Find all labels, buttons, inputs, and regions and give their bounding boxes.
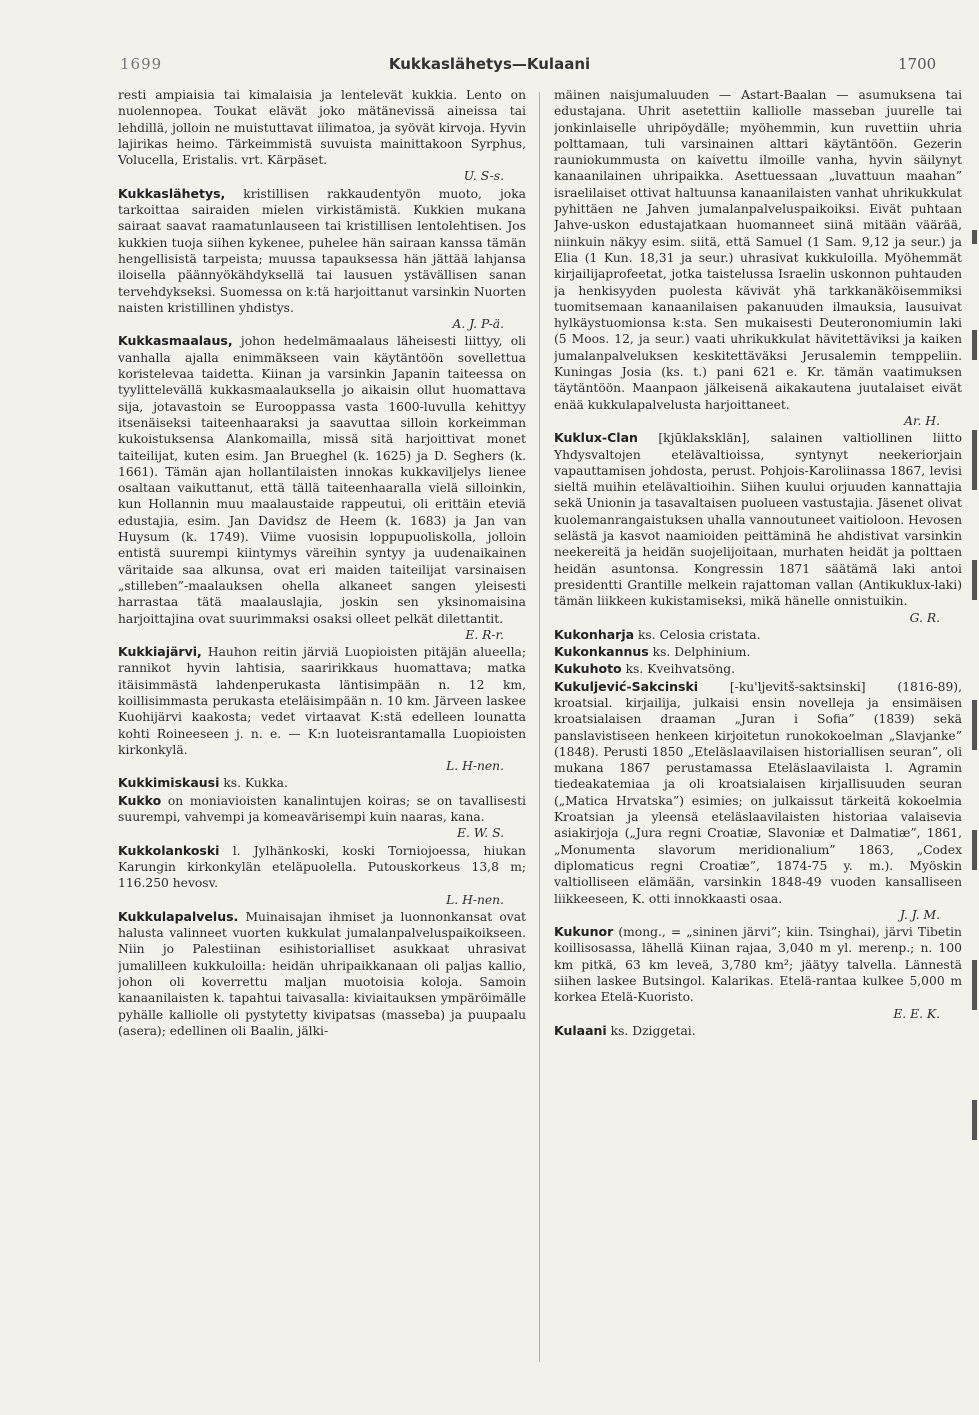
entry-signature: E. E. K.	[893, 1006, 940, 1021]
entry-headword: Kuklux-Clan	[554, 430, 638, 446]
entry-signature: E. W. S.	[457, 826, 504, 841]
entry-headword: Kukunor	[554, 924, 614, 940]
entry-text: Hauhon reitin järviä Luopioisten pitäjän alueella; rannikot hyvin lahtisia, saaririkkaus huomattava; matka itäisimmästä lahdenperukasta läntisimpään n. 12 km, koillisimmasta perukasta eteläisimpään n. 10 km. Järveen laskee Kuohijärvi kaakosta; vedet virtaavat K:stä edelleen lounatta kohti Roineeseen j. n. e. — K:n luoteisrantamalla Luopioisten kirkonkylä.	[118, 645, 526, 757]
dictionary-entry	[554, 924, 962, 1022]
edge-mark	[972, 700, 977, 750]
entry-text: ks. Kukka.	[223, 776, 288, 791]
dictionary-entry	[118, 333, 526, 643]
dictionary-entry	[554, 679, 962, 923]
page-number-right: 1700	[898, 55, 937, 73]
entry-text: l. Jylhänkoski, koski Torniojoessa, hiukan Karungin kirkonkylän eteläpuolella. Putouskorkeus 13,8 m; 116.250 hevosv.	[118, 843, 526, 891]
page-header	[0, 55, 979, 85]
dictionary-entry	[554, 87, 962, 429]
edge-mark	[972, 330, 977, 360]
entry-text: resti ampiaisia tai kimalaisia ja lentelevät kukkia. Lento on nuolennopea. Toukat elävät joko mätänevissä aineissa tai lehdillä, jolloin ne muistuttavat iilimatoa, ja syövät kirvoja. Hyvin lajirikas heimo. Tärkeimmistä suvuista mainittakoon Syrphus, Volucella, Eristalis. vrt. Kärpäset.	[118, 88, 526, 168]
entry-headword: Kukkolankoski	[118, 842, 220, 858]
dictionary-entry	[118, 793, 526, 842]
entry-text: [-ku'ljevitš-saktsinski] (1816-89), kroatsial. kirjailija, julkaisi ensin novelleja ja ensimäisen kroatsialaisen draaman „Juran i Sofia” (1839) sekä panslavistiseen henkeen kirjoitetun runokokoelman „Slavjanke” (1848). Perusti 1850 „Eteläslaavilaisen historiallisen seuran”, oli mukana 1867 perustamassa Eteläslaavilaista l. Agramin tiedeakatemiaa ja oli kroatsialaisen kirjallisuuden seuran („Matica Hrvatska”) esimies; on julkaissut tärkeitä kokoelmia Kroatsian ja yleensä eteläslaavilaisten historiaa valaisevia asiakirjoja („Jura regni Croatiæ, Slavoniæ et Dalmatiæ”, 1861, „Monumenta slavorum meridionalium” 1863, „Codex diplomaticus regni Croatiæ”, 1874-75 y. m.). Myöskin valtiolliseen elämään, varsinkin 1848-49 vuoden kansalliseen liikkeeseen, K. otti innokkaasti osaa.	[554, 679, 962, 906]
edge-mark	[972, 960, 977, 1010]
dictionary-entry	[118, 87, 526, 185]
entry-text: Muinaisajan ihmiset ja luonnonkansat ovat halusta valinneet vuorten kukkulat jumalanpalveluspaikoikseen. Niin jo Palestiinan esihistorialliset asukkaat uhrasivat jumalilleen kukkuloilla: heidän uhripaikkanaan oli paljas kallio, johon oli koverrettu maljan muotoisia koloja. Samoin kanaanilaisten k. tapahtui taivasalla: kiviaitauksen ympäröimälle pyhälle kalliolle oli pystytetty kivipatsas (masseba) ja puupaalu (asera); edellinen oli Baalin, jälki-	[118, 909, 526, 1038]
entry-signature: U. S-s.	[463, 169, 504, 184]
dictionary-entry	[118, 775, 526, 791]
entry-text: on moniavioisten kanalintujen koiras; se on tavallisesti suurempi, vahvempi ja komeavärisempi kuin naaras, kana.	[118, 793, 526, 825]
entry-text: kristillisen rakkaudentyön muoto, joka tarkoittaa sairaiden mielen virkistämistä. Kukkien mukana sairaat saavat raamatunlauseen tai kristillisen lentolehtisen. Jos kukkien tuoja siihen kykenee, puhelee hän sairaan kanssa tämän hengellisistä tarpeista; muussa tapauksessa hän jättää lahjansa iloisella päännyökähdyksellä tai lausuen ystävällisen sanan tervehdykseksi. Suomessa on k:tä harjoittanut varsinkin Nuorten naisten kristillinen yhdistys.	[118, 186, 526, 315]
dictionary-entry	[554, 661, 962, 677]
entry-text: [kjūklaksklän], salainen valtiollinen liitto Yhdysvaltojen etelävaltioissa, syntynyt neekeriorjain vapauttamisen johdosta, perust. Pohjois-Karoliinassa 1867, levisi sieltä muihin etelävaltioihin. Siihen kuului orjuuden kannattajia sekä Unionin ja tasavaltaisen puolueen vastustajia. Jäsenet olivat kuolemanrangaistuksen uhalla vannoutuneet vaitioloon. Hevosen selästä ja kasvot naamioiden peittäminä he ahdistivat varsinkin neekereitä ja heidän suojelijoitaan, murhaten heidät ja polttaen heidän asuntonsa. Kongressin 1871 säätämä laki antoi presidentti Grantille melkein rajattoman vallan (Antikuklux-laki) tämän liikkeen kukistamiseksi, mikä hänelle onnistuikin.	[554, 431, 962, 609]
edge-mark	[972, 560, 977, 600]
entry-signature: A. J. P-ä.	[452, 317, 504, 332]
right-column	[554, 87, 962, 1387]
entry-text: (mong., = „sininen järvi”; kiin. Tsinghai), järvi Tibetin koillisosassa, lähellä Kiinan rajaa, 3,040 m yl. merenp.; n. 100 km pitkä, 63 km leveä, 3,780 km²; jäätyy talvella. Lännestä siihen laskee Butsingol. Kalarikas. Etelä-rantaa kulkee 5,000 m korkea Etelä-Kuoristo.	[554, 925, 962, 1005]
entry-headword: Kukuljević-Sakcinski	[554, 678, 699, 694]
entry-headword: Kukkaslähetys,	[118, 185, 226, 201]
entry-signature: J. J. M.	[899, 907, 940, 922]
entry-text: ks. Dziggetai.	[610, 1023, 696, 1038]
dictionary-entry	[118, 186, 526, 333]
entry-headword: Kukkulapalvelus.	[118, 908, 239, 924]
entry-text: ks. Celosia cristata.	[637, 627, 761, 642]
entry-signature: L. H-nen.	[446, 759, 504, 774]
entry-text: ks. Kveihvatsöng.	[625, 662, 736, 677]
entry-headword: Kulaani	[554, 1022, 607, 1038]
dictionary-entry	[554, 1023, 962, 1039]
dictionary-entry	[118, 644, 526, 774]
page-number-left: 1699	[120, 55, 163, 73]
dictionary-entry	[554, 430, 962, 626]
column-divider	[539, 92, 540, 1362]
left-column	[118, 87, 526, 1387]
entry-signature: E. R-r.	[465, 627, 504, 642]
running-head: Kukkaslähetys—Kulaani	[388, 55, 591, 73]
entry-text: johon hedelmämaalaus läheisesti liittyy, oli vanhalla ajalla enimmäkseen vain käytäntöön sovellettua koristelevaa taidetta. Kiinan ja varsinkin Japanin taiteessa on tyylittelevällä kukkasmaalauksella jo aikaisin ollut huomattava sija, jotavastoin se Eurooppassa vasta 1600-luvulla kehittyy itsenäiseksi taiteenhaaraksi ja saavuttaa silloin korkeimman kukoistuksensa Alankomailla, missä sitä harjoittivat monet taiteilijat, kuten esim. Jan Brueghel (k. 1625) ja D. Seghers (k. 1661). Tämän ajan hollantilaisten innokas kukkaviljelys lienee osaltaan vaikuttanut, että tällä taiteenhaaralla vielä silloinkin, kun Hollannin muu maalaustaide rappeutui, oli erittäin eteviä edustajia, esim. Jan Davidsz de Heem (k. 1683) ja Jan van Huysum (k. 1749). Viime vuosisin loppupuoliskolla, jolloin entistä suurempi kiintymys väreihin syntyy ja uudenaikainen väritaide saa alkunsa, ovat eri maiden taiteilijat varsinaisen „stilleben”-maalauksen ohella alkaneet sangen yleisesti harrastaa tätä maalauslajia, joskin sen yksinomaisina harjoittajina ovat suurimmaksi osaksi olleet pelkät dilettantit.	[118, 334, 526, 626]
dictionary-entry	[118, 843, 526, 908]
dictionary-entry	[554, 644, 962, 660]
entry-text: mäinen naisjumaluuden — Astart-Baalan — asumuksena tai edustajana. Uhrit asetettiin kalliolle masseban juurelle tai jonkinlaiselle uhripöydälle; myöhemmin, kun ruvettiin uhria polttamaan, tuli varsinainen alttari käytäntöön. Gezerin rauniokummusta on kaivettu ilmoille vanha, hyvin säilynyt kanaanilainen uhripaikka. Asettuessaan „luvattuun maahan” israelilaiset ottivat haltuunsa kanaanilaisten vanhat uhrikukkulat pyhittäen ne Jahven jumalanpalveluspaikoiksi. Eivät puhtaan Jahve-uskon edustajatkaan huomanneet siinä mitään väärää, niinkuin näkyy esim. siitä, että Samuel (1 Sam. 9,12 ja seur.) ja Elia (1 Kun. 18,31 ja seur.) uhrasivat kukkuloilla. Myöhemmät kirjailijaprofeetat, jotka taistelussa Israelin uskonnon puhtauden ja henkisyyden puolesta kävivät yhä tarkkanäköisemmiksi tuomitsemaan kanaanilaisen pakanuuden ilmauksia, lausuivat hylkäystuomionsa k:sta. Sen mukaisesti Deuteronomiumin laki (5 Moos. 12, ja seur.) vaati uhrikukkulat hävitettäviksi ja kaiken jumalanpalveluksen keskitettäväksi Jerusalemin temppeliin. Kuningas Josia (ks. t.) pani 621 e. Kr. tämän vaatimuksen täytäntöön. Maanpaon jälkeisenä aikakautena juutalaiset eivät enää kukkulapalvelusta harjoittaneet.	[554, 88, 962, 412]
entry-headword: Kukonharja	[554, 626, 635, 642]
entry-headword: Kukkiajärvi,	[118, 644, 202, 660]
entry-signature: G. R.	[909, 610, 940, 625]
entry-text: ks. Delphinium.	[652, 645, 751, 660]
entry-signature: L. H-nen.	[446, 892, 504, 907]
entry-signature: Ar. H.	[904, 413, 940, 428]
dictionary-entry	[554, 627, 962, 643]
entry-headword: Kukkasmaalaus,	[118, 333, 233, 349]
edge-mark	[972, 1100, 977, 1140]
entry-headword: Kukonkannus	[554, 644, 649, 660]
edge-mark	[972, 830, 977, 870]
edge-mark	[972, 230, 977, 244]
dictionary-entry	[118, 909, 526, 1039]
entry-headword: Kukko	[118, 792, 162, 808]
entry-headword: Kukuhoto	[554, 661, 622, 677]
entry-headword: Kukkimiskausi	[118, 775, 220, 791]
edge-mark	[972, 430, 977, 490]
